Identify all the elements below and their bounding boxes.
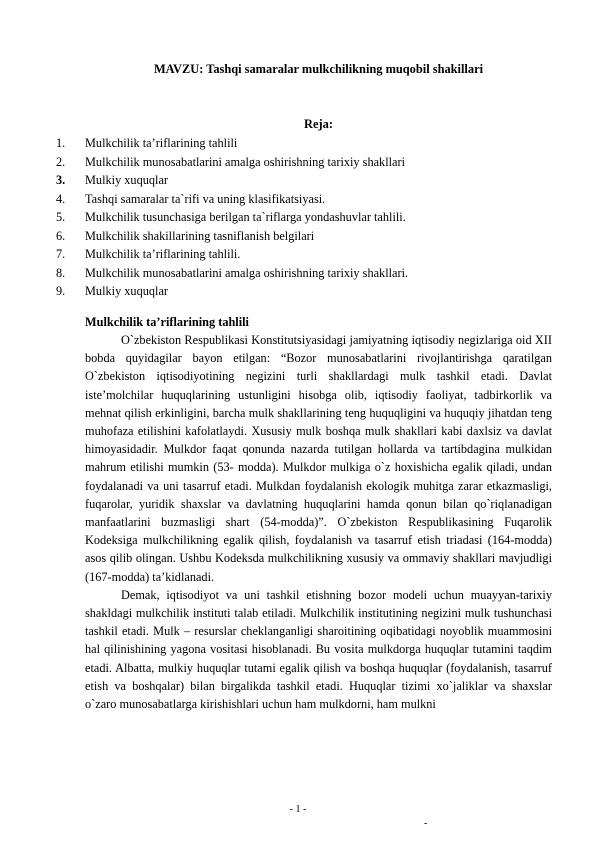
plan-item-number: 4. — [56, 191, 66, 206]
plan-item-text: Mulkchilik ta’riflarining tahlili. — [85, 247, 241, 261]
plan-item-text: Tashqi samaralar ta`rifi va uning klasifikatsiyasi. — [85, 191, 326, 206]
body-paragraph: Demak, iqtisodiyot va uni tashkil etishning bozor modeli uchun muayyan-tarixiy shakldagi mulkchilik instituti talab etiladi. Mulkchilik institutining negizini mulk tushunchasi tashkil etadi. Mulk – resurslar cheklanganligi sharoitining oqibatidagi noyoblik muammosini hal qilinishining yagona vositasi hisoblanadi. Bu vosita mulkdorga huquqlar tutamini taqdim etadi. Albatta, mulkiy huquqlar tutami egalik qilish va boshqa huquqlar (foydalanish, tasarruf etish va boshqalar) bilan birgalikda tashkil etadi. Huquqlar tizimi xo`jaliklar va shaxslar o`zaro munosabatlarga kirishishlari uchun ham mulkdorni, ham mulkni — [85, 587, 552, 712]
plan-item — [56, 134, 536, 153]
plan-item-number: 5. — [56, 210, 66, 224]
plan-item-number: 2. — [56, 154, 66, 169]
document-title: MAVZU: Tashqi samaralar mulkchilikning muqobil shakillari — [153, 62, 484, 76]
plan-item — [56, 153, 536, 172]
plan-item-text: Mulkchilik ta’riflarining tahlili — [85, 136, 238, 150]
plan-item-text: Mulkchilik munosabatlarini amalga oshirishning tarixiy shakllari — [85, 154, 406, 169]
plan-item — [56, 282, 536, 301]
plan-item — [56, 245, 536, 264]
plan-item-text: Mulkchilik shakillarining tasniflanish belgilari — [85, 228, 315, 243]
plan-item-text: Mulkiy xuquqlar — [85, 173, 168, 187]
plan-item-text: Mulkchilik tusunchasiga berilgan ta`riflarga yondashuvlar tahlili. — [85, 210, 406, 224]
plan-item-text: Mulkiy xuquqlar — [85, 284, 168, 298]
plan-list — [56, 134, 536, 301]
plan-item-number: 9. — [56, 284, 66, 298]
section-heading: Mulkchilik ta’riflarining tahlili — [85, 315, 249, 329]
plan-item — [56, 171, 536, 190]
plan-item-text: Mulkchilik munosabatlarini amalga oshirishning tarixiy shakllari. — [85, 265, 409, 280]
plan-item — [56, 264, 536, 283]
plan-heading: Reja: — [304, 117, 333, 131]
body-paragraph: O`zbekiston Respublikasi Konstitutsiyasidagi jamiyatning iqtisodiy negizlariga oid XII bobda quyidagilar bayon etilgan: “Bozor munosabatlarini rivojlantirishga qaratilgan O`zbekiston iqtisodiyotining negizini turli shakllardagi mulk tashkil etadi. Davlat iste’molchilar huquqlarining ustunligini hisobga olib, iqtisodiy faoliyat, tadbirkorlik va mehnat qilish erkinligini, barcha mulk shakllarining teng huquqligini va huquqiy jihatdan teng muhofaza etilishini kafolatlaydi. Xususiy mulk boshqa mulk shakllari kabi daxlsiz va davlat himoyasidadir. Mulkdor faqat qonunda nazarda tutilgan hollarda va tartibdagina mulkidan mahrum etilishi mumkin (53- modda). Mulkdor mulkiga o`z hoxishicha egalik qiladi, undan foydalanadi va uni tasarruf etadi. Mulkdan foydalanish ekologik muhitga zarar etkazmasligi, fuqarolar, yuridik shaxslar va davlatning huquqlarini hamda qonun bilan qo`riqlanadigan manfaatlarini buzmasligi shart (54-modda)”. O`zbekiston Respublikasining Fuqarolik Kodeksiga mulkchilikning egalik qilish, foydalanish va tasarruf etish triadasi (164-modda) asos qilib olingan. Ushbu Kodeksda mulkchilikning xususiy va ommaviy shakllari mavjudligi (167-modda) ta’kidlanadi. — [85, 333, 552, 584]
body-text — [85, 331, 552, 713]
plan-item-number: 6. — [56, 228, 66, 243]
page-number: - 1 - — [289, 804, 307, 815]
plan-item — [56, 208, 536, 227]
plan-item — [56, 227, 536, 246]
plan-item-number: 1. — [56, 136, 66, 150]
plan-item-number: 7. — [56, 247, 66, 261]
plan-item-number: 3. — [56, 173, 66, 187]
footer-mark: - — [424, 818, 428, 829]
plan-item — [56, 190, 536, 209]
plan-item-number: 8. — [56, 265, 66, 280]
